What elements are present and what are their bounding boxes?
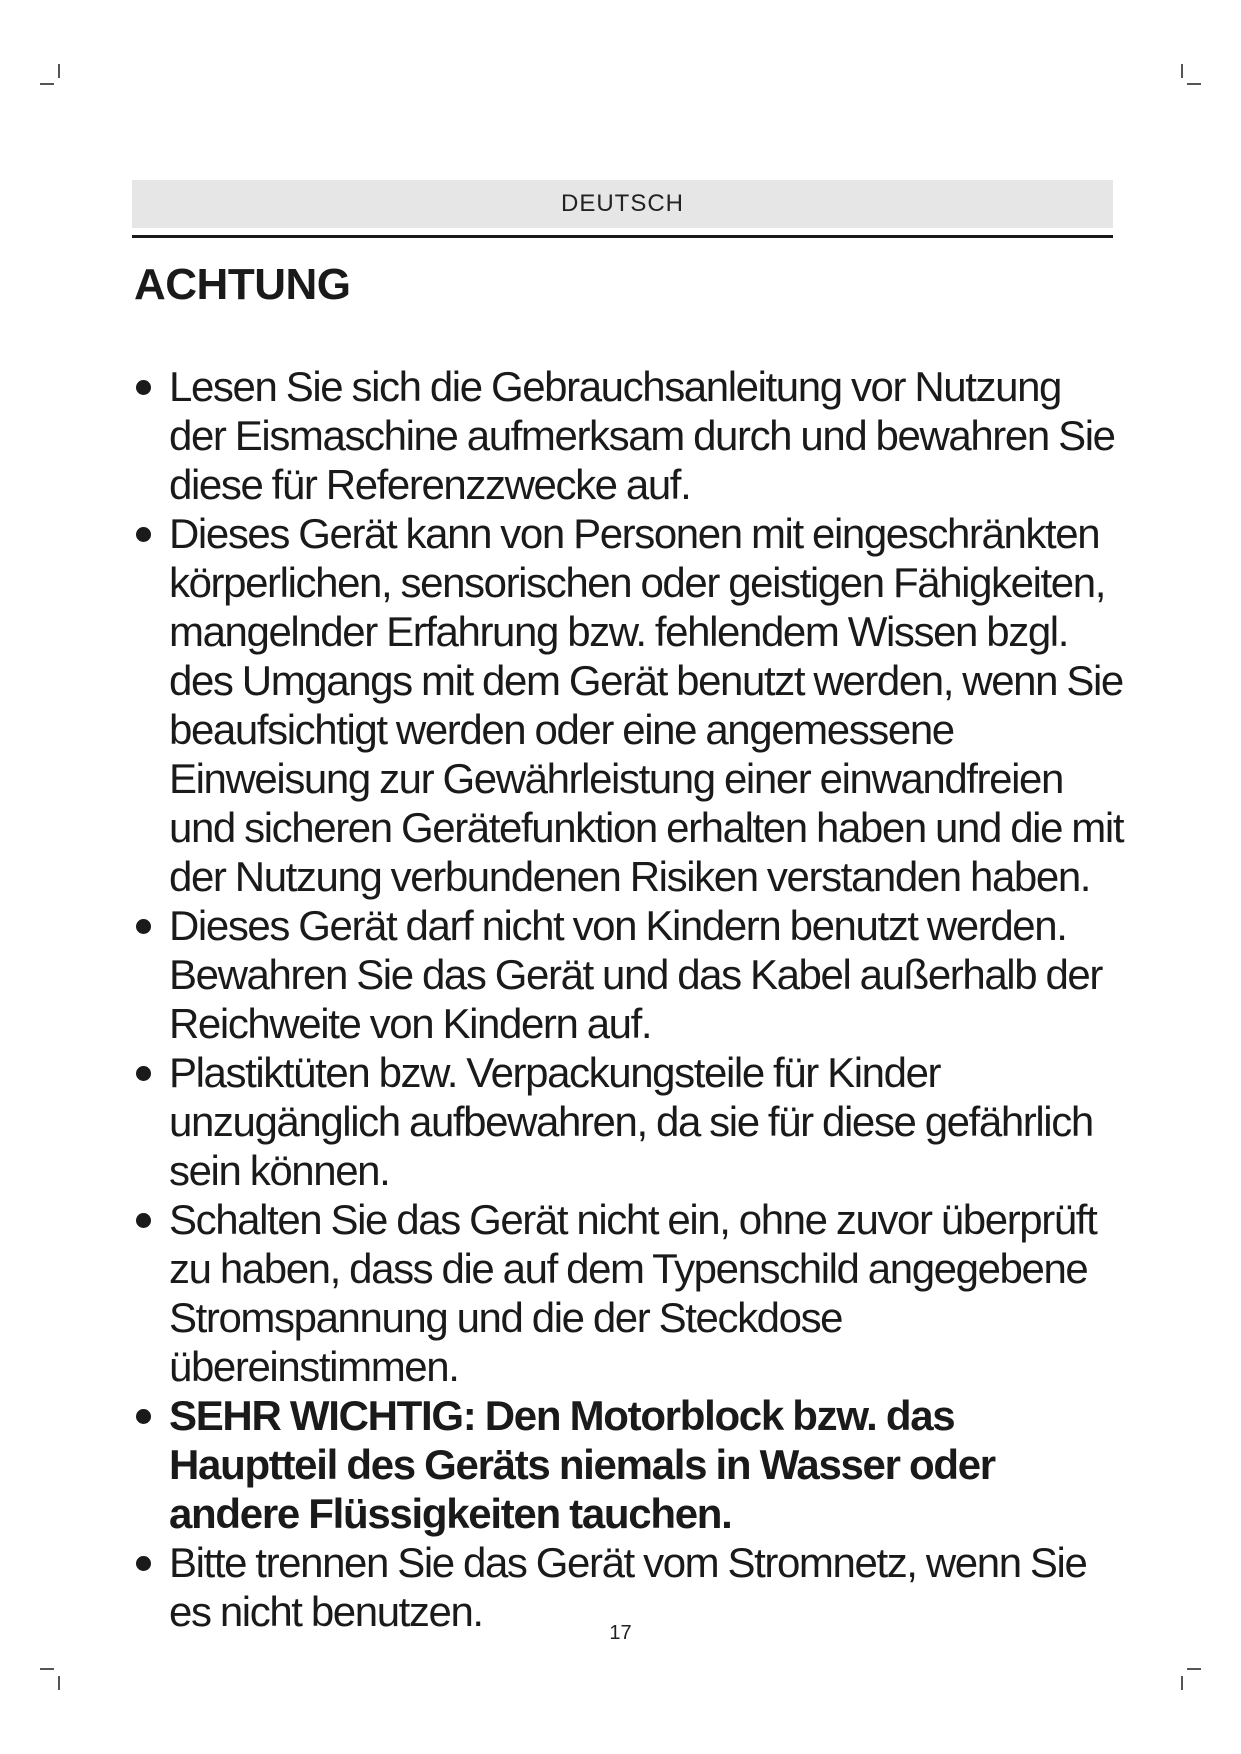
header-divider [132,235,1113,238]
warning-text: Schalten Sie das Gerät nicht ein, ohne zuvor überprüft zu haben, dass die auf dem Typenschild angegebene Stromspannung und die der Steckdose übereinstimmen. [169,1196,1097,1390]
warning-item-important [134,1391,1124,1538]
warning-item [134,1048,1124,1195]
warning-text: Bitte trennen Sie das Gerät vom Stromnetz, wenn Sie es nicht benutzen. [169,1539,1087,1635]
warning-item [134,901,1124,1048]
crop-mark [1181,1676,1183,1690]
warning-text: Dieses Gerät darf nicht von Kindern benutzt werden. Bewahren Sie das Gerät und das Kabel außerhalb der Reichweite von Kindern auf. [169,902,1102,1047]
crop-mark [40,1668,54,1670]
crop-mark [1181,64,1183,78]
warning-item [134,509,1124,901]
language-header [132,180,1113,228]
warning-text: SEHR WICHTIG: Den Motorblock bzw. das Hauptteil des Geräts niemals in Wasser oder andere Flüssigkeiten tauchen. [169,1392,995,1537]
language-label: DEUTSCH [560,190,684,217]
page-title: ACHTUNG [134,260,351,309]
crop-mark [40,83,54,85]
bullet-icon [136,1066,151,1081]
warning-item [134,362,1124,509]
bullet-icon [136,1556,151,1571]
warning-text: Plastiktüten bzw. Verpackungsteile für Kinder unzugänglich aufbewahren, da sie für diese gefährlich sein können. [169,1049,1093,1194]
bullet-icon [136,380,151,395]
crop-mark [1187,83,1201,85]
bullet-icon [136,1213,151,1228]
crop-mark [58,64,60,78]
crop-mark [1187,1668,1201,1670]
bullet-icon [136,527,151,542]
bullet-icon [136,919,151,934]
warning-item [134,1195,1124,1391]
warning-list [134,362,1124,1636]
warning-text: Lesen Sie sich die Gebrauchsanleitung vor Nutzung der Eismaschine aufmerksam durch und bewahren Sie diese für Referenzzwecke auf. [169,363,1115,508]
page-number: 17 [609,1622,632,1644]
bullet-icon [136,1409,151,1424]
crop-mark [58,1676,60,1690]
warning-text: Dieses Gerät kann von Personen mit eingeschränkten körperlichen, sensorischen oder geistigen Fähigkeiten, mangelnder Erfahrung bzw. fehlendem Wissen bzgl. des Umgangs mit dem Gerät benutzt werden, wenn Sie beaufsichtigt werden oder eine angemessene Einweisung zur Gewährleistung einer einwandfreien und sicheren Gerätefunktion erhalten haben und die mit der Nutzung verbundenen Risiken verstanden haben. [169,510,1124,900]
